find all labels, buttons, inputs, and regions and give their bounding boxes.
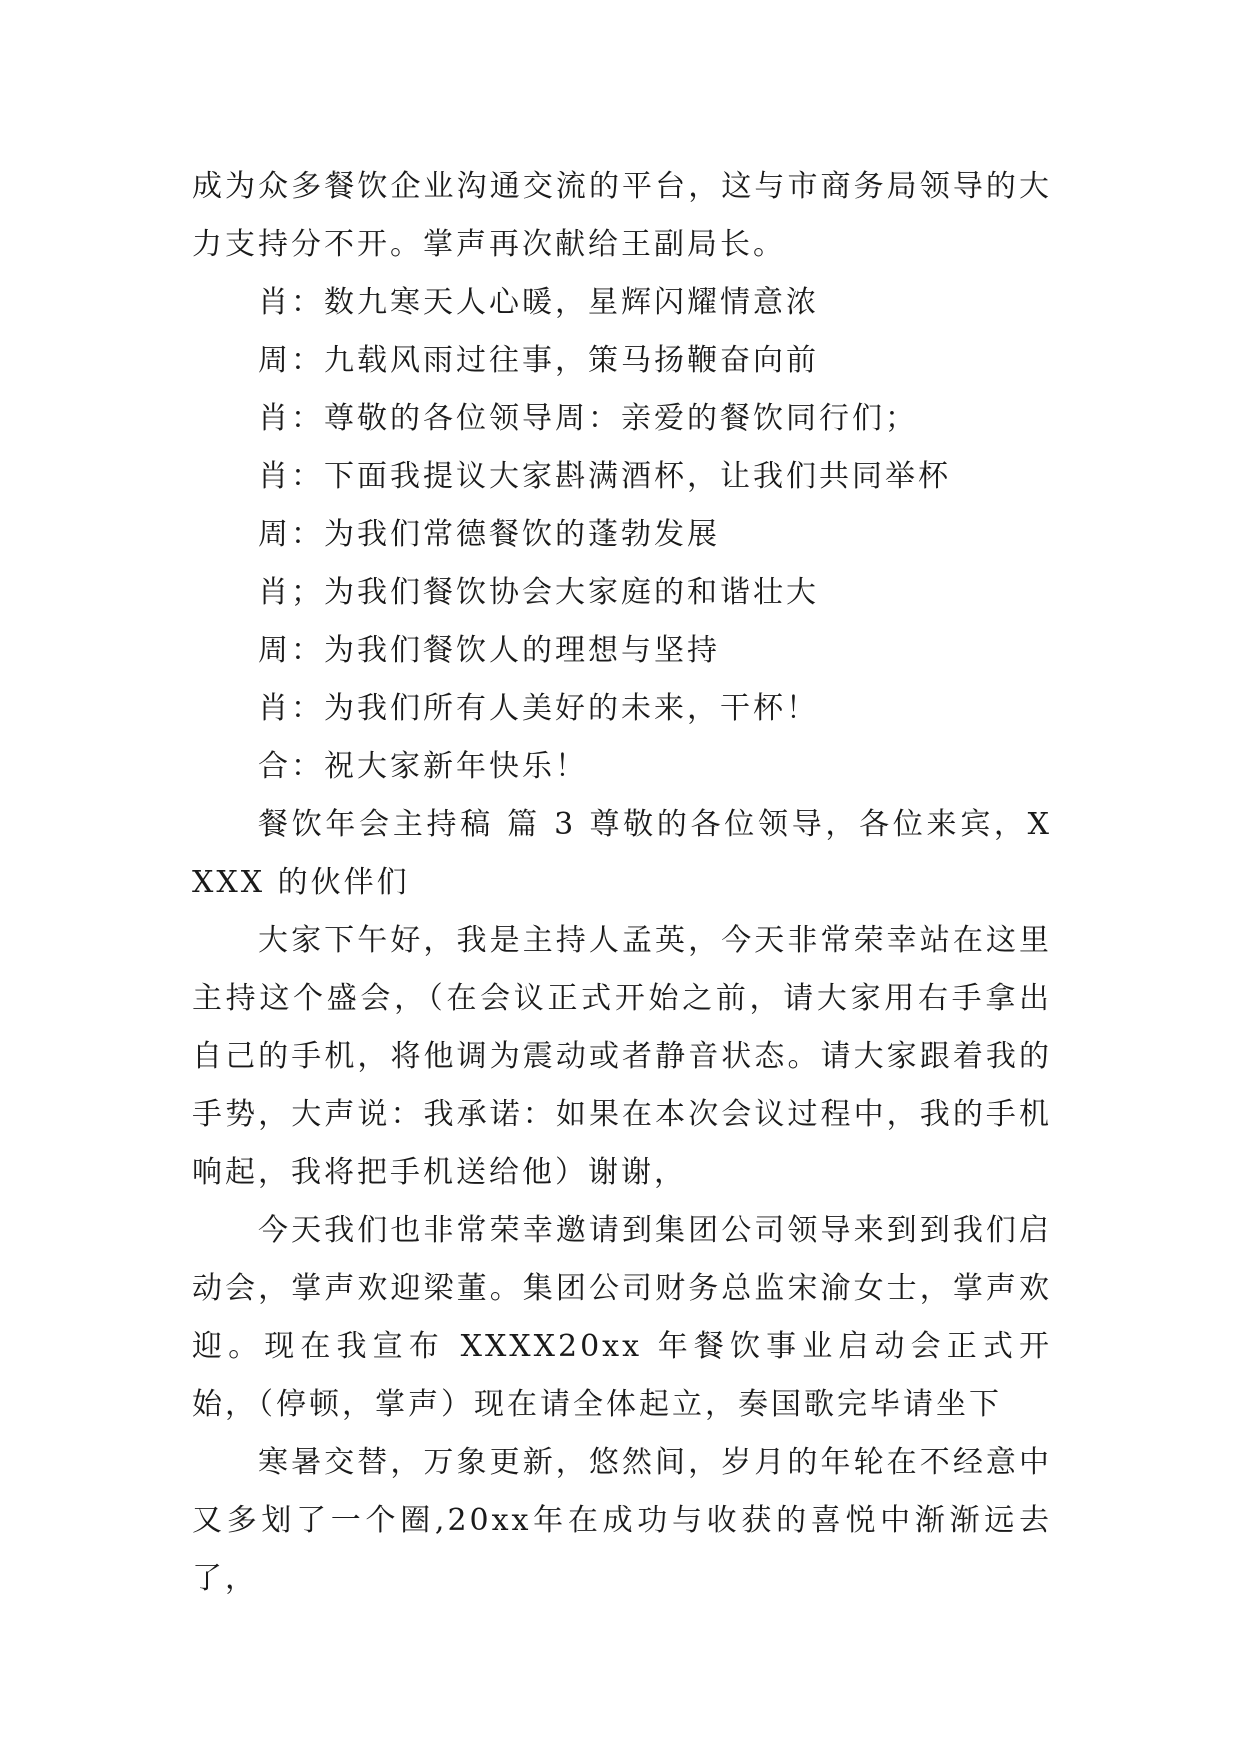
section-heading-paragraph: 餐饮年会主持稿 篇 3 尊敬的各位领导，各位来宾，XXXX 的伙伴们	[192, 807, 1052, 900]
body-text	[192, 158, 1052, 1608]
dialogue-line: 肖：下面我提议大家斟满酒杯，让我们共同举杯	[258, 459, 951, 494]
dialogue-line: 周：九载风雨过往事，策马扬鞭奋向前	[258, 343, 819, 378]
dialogue-line: 肖：为我们所有人美好的未来，干杯！	[258, 691, 819, 726]
dialogue-line: 肖：数九寒天人心暖，星辉闪耀情意浓	[258, 285, 819, 320]
dialogue-line: 合：祝大家新年快乐！	[258, 749, 588, 784]
paragraph: 大家下午好，我是主持人孟英，今天非常荣幸站在这里主持这个盛会，（在会议正式开始之前，请大家用右手拿出自己的手机，将他调为震动或者静音状态。请大家跟着我的手势，大声说：我承诺：如果在本次会议过程中，我的手机响起，我将把手机送给他）谢谢，	[192, 923, 1052, 1190]
paragraph: 成为众多餐饮企业沟通交流的平台，这与市商务局领导的大力支持分不开。掌声再次献给王副局长。	[192, 169, 1052, 262]
dialogue-line: 周：为我们餐饮人的理想与坚持	[258, 633, 720, 668]
dialogue-line: 肖：尊敬的各位领导周：亲爱的餐饮同行们；	[258, 401, 918, 436]
paragraph: 今天我们也非常荣幸邀请到集团公司领导来到到我们启动会，掌声欢迎梁董。集团公司财务总监宋渝女士，掌声欢迎。现在我宣布 XXXX20xx 年餐饮事业启动会正式开始，（停顿，掌声）现在请全体起立，奏国歌完毕请坐下	[192, 1213, 1052, 1422]
paragraph: 寒暑交替，万象更新，悠然间，岁月的年轮在不经意中又多划了一个圈,20xx年在成功与收获的喜悦中渐渐远去了，	[192, 1445, 1052, 1596]
dialogue-line: 周：为我们常德餐饮的蓬勃发展	[258, 517, 720, 552]
dialogue-line: 肖；为我们餐饮协会大家庭的和谐壮大	[258, 575, 819, 610]
